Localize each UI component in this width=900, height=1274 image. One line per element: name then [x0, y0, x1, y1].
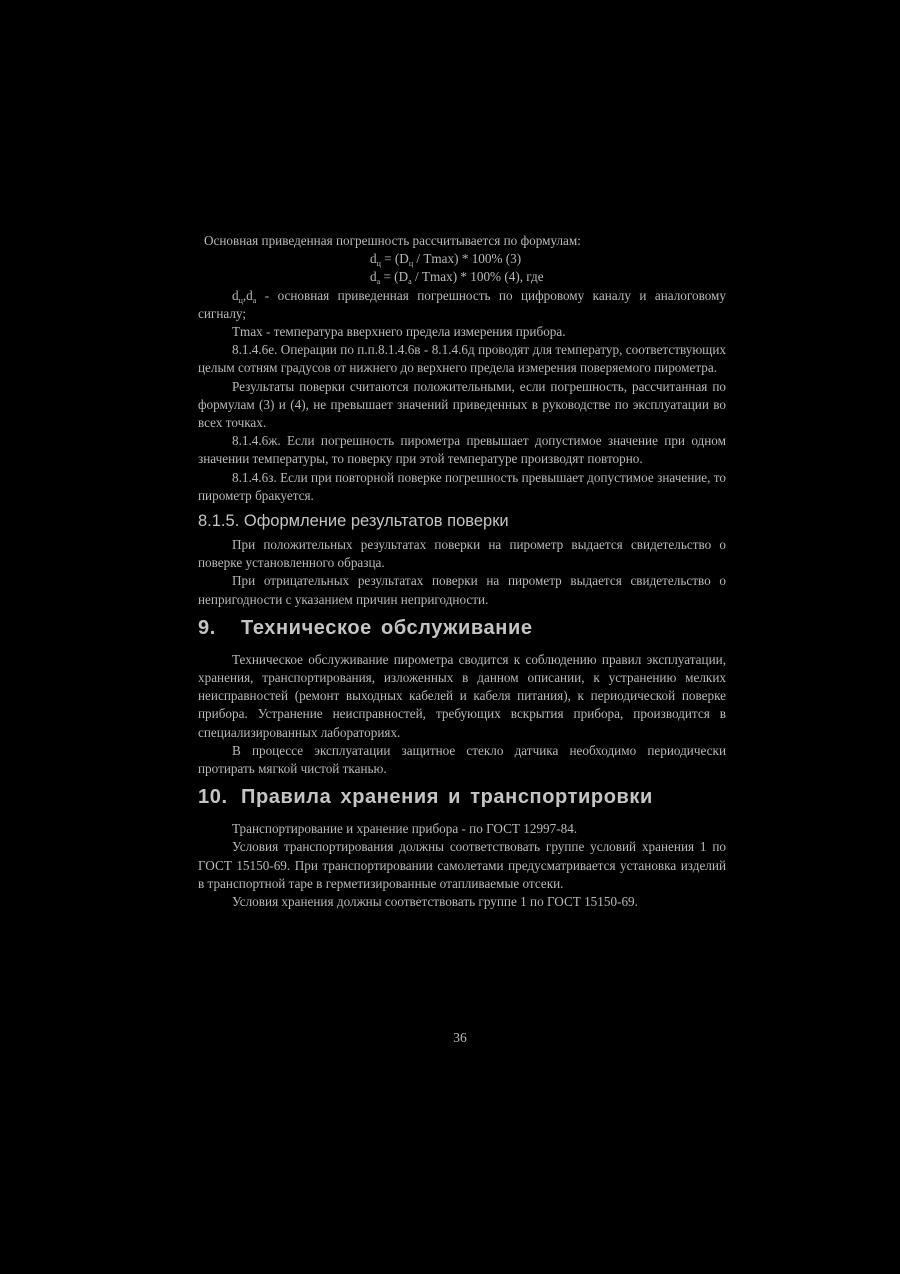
paragraph-8-1-4-6z: 8.1.4.6з. Если при повторной поверке погрешность превышает допустимое значение, то пирометр бракуется.	[198, 469, 726, 503]
paragraph-negative-results: При отрицательных результатах поверки на пирометр выдается свидетельство о непригодности с указанием причин непригодности.	[198, 573, 726, 607]
paragraph-8-1-4-6zh: 8.1.4.6ж. Если погрешность пирометра превышает допустимое значение при одном значении температуры, то поверку при этой температуре производят повторно.	[198, 433, 726, 467]
heading-section-10	[198, 784, 726, 810]
paragraph-storage-conditions: Условия хранения должны соответствовать группе 1 по ГОСТ 15150-69.	[232, 894, 638, 910]
document-page	[198, 232, 726, 911]
paragraph-maintenance: Техническое обслуживание пирометра сводится к соблюдению правил эксплуатации, хранения, транспортирования, изложенных в данном описании, к устранению мелких неисправностей (ремонт выходных кабелей и кабеля питания), к периодической поверке прибора. Устранение неисправностей, требующих вскрытия прибора, производится в специализированных лабораториях.	[198, 651, 726, 740]
section-10-title: Правила хранения и транспортировки	[241, 786, 653, 809]
definition-d: $d_ц,d_а$ - основная приведенная погрешность по цифровому каналу и аналоговому сигналу;	[198, 287, 726, 321]
paragraph-positive-results: При положительных результатах поверки на пирометр выдается свидетельство о поверке установленного образца.	[198, 537, 726, 571]
paragraph-transport-conditions: Условия транспортирования должны соответствовать группе условий хранения 1 по ГОСТ 15150-69. При транспортировании самолетами предусматривается установка изделий в транспортной таре в герметизированные отапливаемые отсеки.	[198, 839, 726, 891]
definition-tmax: Tmax - температура вверхнего предела измерения прибора.	[232, 324, 566, 340]
formula-4: $d_а = (D_а / Tmax) * 100\%$ (4), где	[370, 269, 544, 287]
section-9-title: Техническое обслуживание	[241, 616, 533, 639]
heading-section-9	[198, 615, 726, 641]
heading-8-1-5: 8.1.5. Оформление результатов поверки	[198, 512, 509, 531]
paragraph-cleaning: В процессе эксплуатации защитное стекло датчика необходимо периодически протирать мягкой чистой тканью.	[198, 742, 726, 777]
paragraph-transport-storage: Транспортирование и хранение прибора - по ГОСТ 12997-84.	[232, 821, 578, 837]
formula-3: $d_ц = (D_ц / Tmax) * 100\%$ (3)	[370, 251, 522, 269]
section-9-number: 9.	[198, 616, 216, 639]
paragraph-8-1-4-6e: 8.1.4.6е. Операции по п.п.8.1.4.6в - 8.1.4.6д проводят для температур, соответствующих целым сотням градусов от нижнего до верхнего предела измерения поверяемого пирометра.	[198, 342, 726, 376]
section-10-number: 10.	[198, 786, 228, 809]
paragraph-results: Результаты поверки считаются положительными, если погрешность, рассчитанная по формулам (3) и (4), не превышает значений приведенных в руководстве по эксплуатации во всех точках.	[198, 378, 726, 431]
intro-paragraph: Основная приведенная погрешность рассчитывается по формулам:	[204, 233, 581, 248]
page-number: 36	[453, 1030, 467, 1045]
